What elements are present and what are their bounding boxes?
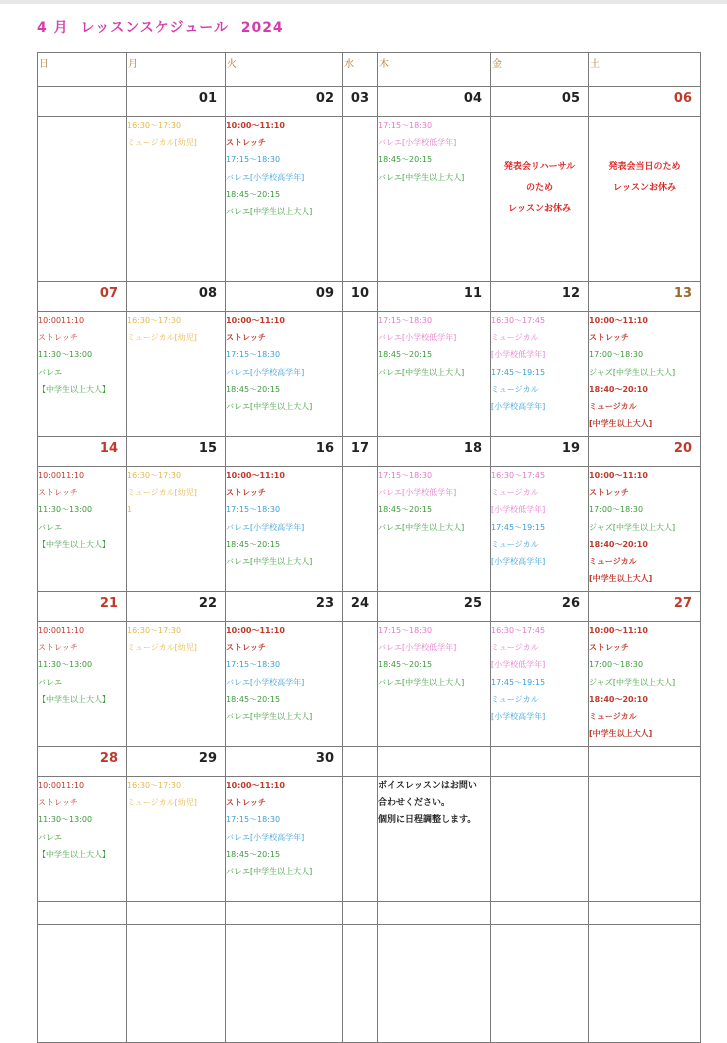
lesson-entry: [中学生以上大人] [589,419,653,429]
empty-cell [589,925,701,1043]
lesson-entry: [小学校低学年] [491,350,546,360]
lesson-entry: バレエ[中学生以上大人] [378,367,465,377]
weekday-mon: 月 [127,53,226,87]
date-number-sun: 28 [38,747,127,777]
lesson-entry: ミュージカル [589,557,637,567]
lesson-entry: 18:45～20:15 [378,155,433,165]
voice-lesson-notice-line: 合わせください。 [378,798,451,808]
lesson-entry: ミュージカル[幼児] [127,643,197,653]
lesson-entry: ジャズ[中学生以上大人] [589,677,676,687]
lesson-entry: [中学生以上大人] [589,729,653,739]
lesson-entry: ジャズ[中学生以上大人] [589,367,676,377]
day-cell-sun [38,467,127,592]
lesson-entry: 17:15～18:30 [378,316,433,325]
lesson-entry: バレエ[小学校低学年] [378,643,457,653]
day-cell-wed [343,117,378,282]
lesson-entry: ミュージカル [491,694,539,704]
closure-notice-line: レッスンお休み [508,204,571,214]
voice-lesson-notice-line: 個別に日程調整します。 [378,815,477,825]
closure-notice-line: 発表会当日のため [608,162,681,172]
lesson-entry: バレエ[小学校低学年] [378,333,457,343]
voice-lesson-notice-line: ボイスレッスンはお問い [378,781,477,791]
lesson-entry: バレエ [38,677,62,687]
date-number-mon: 29 [127,747,226,777]
lesson-entry: 10:0011:10 [38,781,85,790]
lesson-entry: 【中学生以上大人】 [38,384,110,394]
lesson-entry: 17:15～18:30 [226,350,281,360]
lesson-entry: 10:00～11:10 [226,781,285,790]
day-cell-sun [38,622,127,747]
day-cell-fri [491,467,589,592]
weekday-sun: 日 [38,53,127,87]
date-number-thu [378,747,491,777]
lesson-entry: ミュージカル [589,712,637,722]
lesson-entry: バレエ[中学生以上大人] [226,712,313,722]
lesson-entry: 17:15～18:30 [226,660,281,670]
day-cell-tue [226,312,343,437]
lesson-entry: ストレッチ [226,488,266,498]
day-cell-fri [491,312,589,437]
day-cell-wed [343,312,378,437]
lesson-entry: 18:45～20:15 [226,189,281,199]
date-number-tue: 30 [226,747,343,777]
day-cell-thu [378,467,491,592]
lesson-entry: 17:45～19:15 [491,677,546,687]
day-cell-thu [378,777,491,902]
date-number-wed [343,747,378,777]
date-row [38,87,701,117]
lesson-entry: ミュージカル [491,643,539,653]
lesson-entry: ストレッチ [226,333,266,343]
lesson-entry: バレエ[小学校高学年] [226,677,305,687]
day-cell-sun [38,312,127,437]
date-number-fri: 19 [491,437,589,467]
day-cell-sat [589,467,701,592]
date-row [38,592,701,622]
lesson-entry: バレエ[小学校高学年] [226,832,305,842]
lesson-entry: 16:30～17:30 [127,121,182,130]
lesson-entry: 17:15～18:30 [378,471,433,480]
lesson-entry: バレエ[小学校高学年] [226,522,305,532]
day-cell-mon [127,467,226,592]
lesson-entry: [小学校低学年] [491,660,546,670]
lesson-entry: 17:15～18:30 [378,121,433,130]
lesson-entry: 10:00～11:10 [226,471,285,480]
date-number-thu: 04 [378,87,491,117]
lesson-entry: バレエ[中学生以上大人] [226,867,313,877]
lesson-entry: 11:30～13:00 [38,660,93,670]
lesson-entry: 18:40～20:10 [589,539,648,549]
lessons-row [38,312,701,437]
date-number-tue: 09 [226,282,343,312]
date-number-thu: 25 [378,592,491,622]
lesson-entry: 16:30～17:45 [491,316,546,325]
empty-cell [127,925,226,1043]
lesson-entry: ストレッチ [38,333,78,343]
lesson-entry: 【中学生以上大人】 [38,694,110,704]
day-cell-mon [127,312,226,437]
lesson-entry: 16:30～17:45 [491,626,546,635]
lesson-entry: ストレッチ [589,333,629,343]
lesson-entry: ミュージカル [491,333,539,343]
lesson-entry: 17:00～18:30 [589,505,644,515]
lesson-entry: 18:45～20:15 [226,539,281,549]
date-row [38,747,701,777]
lesson-entry: 16:30～17:30 [127,781,182,790]
date-number-sat [589,747,701,777]
lesson-entry: 17:15～18:30 [226,505,281,515]
lesson-entry: ストレッチ [589,643,629,653]
lesson-entry: [小学校低学年] [491,505,546,515]
date-number-mon: 01 [127,87,226,117]
weekday-header-row [38,53,701,87]
lesson-entry: ストレッチ [226,643,266,653]
lesson-entry: バレエ[中学生以上大人] [226,207,313,217]
date-number-sat: 13 [589,282,701,312]
date-number-sat: 20 [589,437,701,467]
date-number-sun: 14 [38,437,127,467]
date-number-sun: 07 [38,282,127,312]
day-cell-wed [343,622,378,747]
lesson-entry: 18:45～20:15 [226,849,281,859]
day-cell-sat [589,777,701,902]
day-cell-tue [226,622,343,747]
lesson-entry: 17:00～18:30 [589,660,644,670]
page-title: 4 月 レッスンスケジュール 2024 [37,20,284,36]
date-number-fri: 26 [491,592,589,622]
closure-notice-line: のため [525,183,553,193]
lesson-entry: 10:00～11:10 [589,626,648,635]
lesson-entry: 【中学生以上大人】 [38,539,110,549]
lesson-entry: 10:00～11:10 [589,471,648,480]
day-cell-fri [491,622,589,747]
lesson-entry: 18:40～20:10 [589,694,648,704]
date-number-wed: 10 [343,282,378,312]
lesson-entry: ストレッチ [226,798,266,808]
date-number-thu: 11 [378,282,491,312]
empty-cell [127,902,226,925]
lesson-entry: バレエ[小学校高学年] [226,367,305,377]
lesson-entry: ミュージカル [491,488,539,498]
lesson-entry: バレエ[中学生以上大人] [378,677,465,687]
empty-cell [378,902,491,925]
lesson-entry: バレエ[中学生以上大人] [378,522,465,532]
lesson-entry: ストレッチ [38,488,78,498]
lesson-entry: バレエ[小学校低学年] [378,488,457,498]
date-number-tue: 02 [226,87,343,117]
empty-cell [343,902,378,925]
weekday-wed: 水 [343,53,378,87]
lesson-entry: [小学校高学年] [491,712,546,722]
day-cell-mon [127,622,226,747]
lesson-entry: 10:0011:10 [38,471,85,480]
lesson-entry: 10:00～11:10 [226,316,285,325]
lesson-entry: ストレッチ [38,643,78,653]
lessons-row [38,777,701,902]
lesson-entry: バレエ[中学生以上大人] [226,557,313,567]
day-cell-mon [127,117,226,282]
empty-cell [226,902,343,925]
date-row [38,282,701,312]
day-cell-wed [343,467,378,592]
lesson-entry: 17:15～18:30 [226,815,281,825]
lesson-entry: 16:30～17:45 [491,471,546,480]
date-number-tue: 16 [226,437,343,467]
date-number-tue: 23 [226,592,343,622]
lessons-row [38,622,701,747]
lesson-entry: 1 [127,505,133,515]
lesson-entry: バレエ [38,522,62,532]
date-number-thu: 18 [378,437,491,467]
lessons-row [38,117,701,282]
empty-cell [589,902,701,925]
date-number-wed: 03 [343,87,378,117]
day-cell-fri [491,117,589,282]
empty-cell [343,925,378,1043]
lesson-entry: 【中学生以上大人】 [38,849,110,859]
lesson-entry: 17:15～18:30 [378,626,433,635]
lesson-entry: 18:45～20:15 [378,350,433,360]
closure-notice-line: レッスンお休み [613,183,676,193]
lesson-entry: 11:30～13:00 [38,815,93,825]
lesson-entry: 10:0011:10 [38,316,85,325]
lesson-entry: 10:00～11:10 [226,626,285,635]
lesson-entry: バレエ[中学生以上大人] [226,402,313,412]
lesson-entry: バレエ[小学校低学年] [378,138,457,148]
date-number-fri [491,747,589,777]
lesson-entry: ミュージカル[幼児] [127,798,197,808]
lesson-entry: ミュージカル[幼児] [127,138,197,148]
lesson-entry: 18:45～20:15 [378,505,433,515]
lesson-entry: 17:15～18:30 [226,155,281,165]
lesson-entry: バレエ [38,367,62,377]
lesson-entry: ストレッチ [589,488,629,498]
day-cell-mon [127,777,226,902]
lesson-entry: ストレッチ [226,138,266,148]
closure-notice-line: 発表会リハーサル [503,162,576,172]
day-cell-sat [589,312,701,437]
weekday-thu: 木 [378,53,491,87]
lesson-entry: ストレッチ [38,798,78,808]
day-cell-wed [343,777,378,902]
lesson-entry: バレエ[小学校高学年] [226,172,305,182]
empty-cell [38,925,127,1043]
day-cell-tue [226,777,343,902]
date-number-fri: 12 [491,282,589,312]
day-cell-tue [226,117,343,282]
empty-date-row [38,902,701,925]
lesson-entry: 18:45～20:15 [226,694,281,704]
weekday-sat: 土 [589,53,701,87]
lesson-entry: 16:30～17:30 [127,626,182,635]
lesson-entry: 17:45～19:15 [491,522,546,532]
lesson-entry: バレエ [38,832,62,842]
lesson-entry: 17:00～18:30 [589,350,644,360]
lesson-entry: 18:45～20:15 [378,660,433,670]
lesson-entry: バレエ[中学生以上大人] [378,172,465,182]
lesson-entry: ミュージカル [491,539,539,549]
date-number-mon: 08 [127,282,226,312]
day-cell-fri [491,777,589,902]
lesson-entry: 18:40～20:10 [589,384,648,394]
day-cell-thu [378,622,491,747]
lesson-entry: [小学校高学年] [491,402,546,412]
lesson-entry: [中学生以上大人] [589,574,653,584]
lesson-entry: ジャズ[中学生以上大人] [589,522,676,532]
date-number-sun: 21 [38,592,127,622]
lesson-entry: 10:0011:10 [38,626,85,635]
lesson-entry: 17:45～19:15 [491,367,546,377]
day-cell-tue [226,467,343,592]
lesson-entry: 10:00～11:10 [589,316,648,325]
top-shade [0,0,727,4]
date-number-wed: 24 [343,592,378,622]
lesson-entry: 16:30～17:30 [127,316,182,325]
weekday-tue: 火 [226,53,343,87]
day-cell-sun [38,117,127,282]
date-number-sat: 06 [589,87,701,117]
lesson-entry: ミュージカル [589,402,637,412]
lesson-entry: 16:30～17:30 [127,471,182,480]
lesson-entry: ミュージカル [491,384,539,394]
date-number-fri: 05 [491,87,589,117]
date-number-sun [38,87,127,117]
lesson-entry: [小学校高学年] [491,557,546,567]
empty-cell [491,902,589,925]
date-number-mon: 22 [127,592,226,622]
day-cell-thu [378,117,491,282]
day-cell-sat [589,117,701,282]
day-cell-sat [589,622,701,747]
date-row [38,437,701,467]
lessons-row [38,467,701,592]
lesson-entry: 11:30～13:00 [38,505,93,515]
date-number-wed: 17 [343,437,378,467]
lesson-entry: 10:00～11:10 [226,121,285,130]
weekday-fri: 金 [491,53,589,87]
empty-cell [38,902,127,925]
lesson-entry: ミュージカル[幼児] [127,488,197,498]
lesson-entry: 18:45～20:15 [226,384,281,394]
empty-cell [226,925,343,1043]
date-number-sat: 27 [589,592,701,622]
empty-cell [378,925,491,1043]
date-number-mon: 15 [127,437,226,467]
empty-cell [491,925,589,1043]
lesson-entry: ミュージカル[幼児] [127,333,197,343]
calendar-table [37,52,701,1043]
day-cell-thu [378,312,491,437]
empty-lessons-row [38,925,701,1043]
lesson-entry: 11:30～13:00 [38,350,93,360]
day-cell-sun [38,777,127,902]
